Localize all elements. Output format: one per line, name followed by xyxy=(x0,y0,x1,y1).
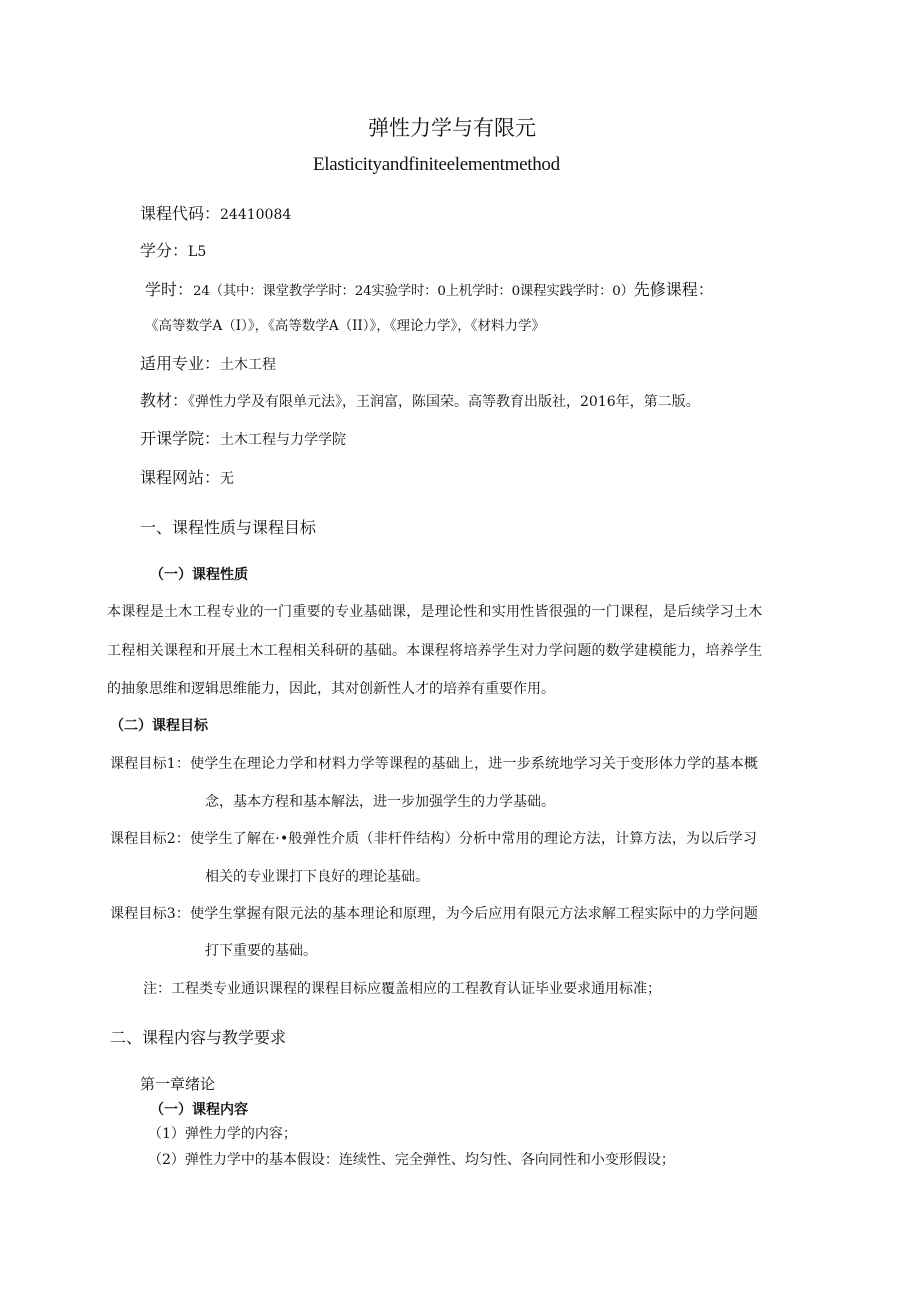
hours-label: 学时： xyxy=(145,280,194,299)
goal-1-line-1: 课程目标1：使学生在理论力学和材料力学等课程的基础上，进一步系统地学习关于变形体力学的基本概 xyxy=(110,756,759,772)
credit-row xyxy=(140,241,206,261)
course-nature-heading: （一）课程性质 xyxy=(150,567,248,583)
course-content-heading: （一）课程内容 xyxy=(150,1102,248,1118)
credit-label: 学分： xyxy=(140,241,189,260)
college-row xyxy=(140,429,346,449)
goal-2-line-2: 相关的专业课打下良好的理论基础。 xyxy=(205,869,429,885)
page-subtitle-english: Elasticityandfiniteelementmethod xyxy=(313,154,560,175)
course-code-row xyxy=(140,204,291,224)
major-row xyxy=(140,354,276,374)
textbook-value: 《弹性力学及有限单元法》，王润富，陈国荣。高等教育出版社，2016年，第二版。 xyxy=(188,394,700,410)
goal-3-line-2: 打下重要的基础。 xyxy=(205,943,317,959)
course-goals-heading: （二）课程目标 xyxy=(110,718,208,734)
section2-heading: 二、课程内容与教学要求 xyxy=(110,1028,287,1047)
prereq-value: 《高等数学A（I）》，《高等数学A（II）》，《理论力学》，《材料力学》 xyxy=(145,318,545,334)
content-item-1: （1）弹性力学的内容； xyxy=(148,1126,297,1142)
major-value: 土木工程 xyxy=(220,357,277,373)
website-row xyxy=(140,468,234,488)
nature-paragraph-line-3: 的抽象思维和逻辑思维能力，因此，其对创新性人才的培养有重要作用。 xyxy=(107,681,555,697)
goal-3-line-1: 课程目标3：使学生掌握有限元法的基本理论和原理，为今后应用有限元方法求解工程实际中的力学问题 xyxy=(110,906,759,922)
nature-paragraph-line-2: 工程相关课程和开展土木工程相关科研的基础。本课程将培养学生对力学问题的数学建模能力，培养学生 xyxy=(107,643,763,659)
chapter-1-heading: 第一章绪论 xyxy=(140,1075,216,1093)
nature-paragraph-line-1: 本课程是土木工程专业的一门重要的专业基础课，是理论性和实用性皆很强的一门课程，是后续学习土木 xyxy=(107,604,763,620)
page-title: 弹性力学与有限元 xyxy=(368,116,536,140)
textbook-label: 教材： xyxy=(140,391,189,410)
textbook-row xyxy=(140,391,700,411)
college-label: 开课学院： xyxy=(140,429,221,448)
goal-2-line-1: 课程目标2：使学生了解在·•般弹性介质（非杆件结构）分析中常用的理论方法，计算方法，为以后学习 xyxy=(110,831,758,847)
goals-note: 注：工程类专业通识课程的课程目标应覆盖相应的工程教育认证毕业要求通用标准； xyxy=(143,981,661,997)
major-label: 适用专业： xyxy=(140,354,221,373)
section1-heading: 一、课程性质与课程目标 xyxy=(140,518,317,537)
course-code-label: 课程代码： xyxy=(140,204,221,223)
college-value: 土木工程与力学学院 xyxy=(220,432,347,448)
course-code-value: 24410084 xyxy=(220,207,292,223)
goal-1-line-2: 念，基本方程和基本解法，进一步加强学生的力学基础。 xyxy=(205,794,555,810)
prereq-label: 先修课程： xyxy=(633,280,714,299)
hours-value: 24（其中：课堂教学学时：24实验学时：0上机学时：0课程实践学时：0） xyxy=(193,284,634,299)
hours-row xyxy=(145,280,714,300)
content-item-2: （2）弹性力学中的基本假设：连续性、完全弹性、均匀性、各向同性和小变形假设； xyxy=(148,1152,675,1168)
credit-value: L5 xyxy=(188,244,207,260)
website-label: 课程网站： xyxy=(140,468,221,487)
website-value: 无 xyxy=(220,471,235,487)
